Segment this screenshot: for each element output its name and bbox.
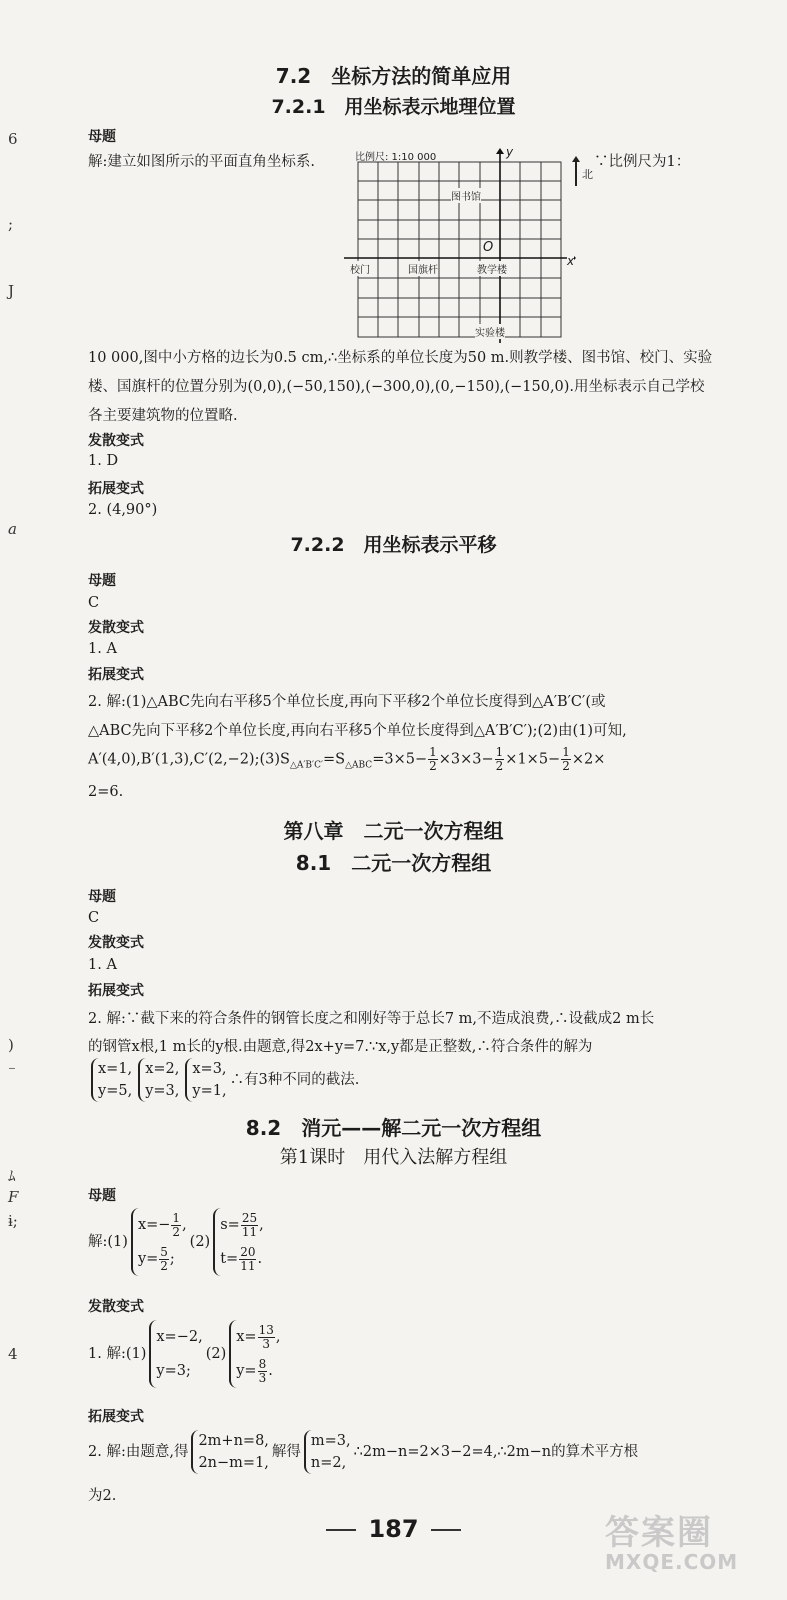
formula-part: =S xyxy=(323,751,346,768)
formula-part: t= xyxy=(220,1251,239,1267)
equation: y=5, xyxy=(98,1083,133,1099)
answer-line xyxy=(88,746,605,773)
fraction-numerator: 20 xyxy=(240,1244,256,1259)
formula-part: y= xyxy=(236,1363,257,1379)
library-label: 图书馆 xyxy=(451,188,481,203)
equation xyxy=(137,1210,187,1239)
fraction-numerator: 8 xyxy=(258,1356,267,1371)
answer-line: 的钢管x根,1 m长的y根.由题意,得2x+y=7.∵x,y都是正整数,∴符合条件的解为 xyxy=(88,1039,593,1055)
formula-part: , xyxy=(259,1217,264,1233)
north-arrow-icon xyxy=(575,160,577,186)
fraction xyxy=(171,1212,181,1239)
formula-part: s= xyxy=(220,1217,240,1233)
fraction xyxy=(428,746,438,773)
question-label: 拓展变式 xyxy=(88,481,144,497)
equation xyxy=(220,1244,263,1273)
page-number-text: 187 xyxy=(368,1515,419,1543)
watermark-url: MXQE.COM xyxy=(605,1550,739,1574)
fraction-numerator: 1 xyxy=(172,1210,181,1225)
fraction xyxy=(495,746,505,773)
fraction xyxy=(561,746,571,773)
formula-part: ∴2m−n=2×3−2=4,∴2m−n的算术平方根 xyxy=(353,1444,639,1460)
equation: x=2, xyxy=(145,1061,180,1077)
answer-line: 2. (4,90°) xyxy=(88,502,158,518)
equation: x=1, xyxy=(98,1061,133,1077)
fraction-numerator: 25 xyxy=(241,1210,258,1225)
answer-line: 1. D xyxy=(88,453,119,469)
question-label: 发散变式 xyxy=(88,620,144,636)
question-label: 拓展变式 xyxy=(88,983,144,999)
equation-system xyxy=(91,1058,132,1102)
grid-svg xyxy=(344,148,576,343)
answer-line: C xyxy=(88,910,100,926)
fraction-denominator: 11 xyxy=(240,1258,256,1273)
coordinate-grid-figure xyxy=(344,148,576,343)
question-label: 母题 xyxy=(88,1188,116,1204)
equation: y=3; xyxy=(156,1363,191,1379)
answer-line: 解:建立如图所示的平面直角坐标系. xyxy=(88,154,315,170)
equation: x=−2, xyxy=(156,1329,203,1345)
equation: y=3, xyxy=(145,1083,180,1099)
formula-part: , xyxy=(182,1217,187,1233)
formula-part: , xyxy=(275,1329,281,1345)
margin-mark: ; xyxy=(8,215,14,233)
question-label: 拓展变式 xyxy=(88,667,144,683)
section-title: 8.2 消元——解二元一次方程组 xyxy=(245,1116,542,1140)
margin-mark: 6 xyxy=(8,130,18,148)
answer-line xyxy=(88,1208,267,1276)
equation-system xyxy=(185,1058,226,1102)
answer-line xyxy=(88,1320,283,1388)
formula-part: 2. 解:由题意,得 xyxy=(88,1444,189,1460)
dash-decoration xyxy=(431,1529,461,1531)
formula-part: x=− xyxy=(137,1217,171,1233)
formula-part: A′(4,0),B′(1,3),C′(2,−2);(3)S xyxy=(88,751,290,768)
fraction-denominator: 2 xyxy=(562,759,570,773)
formula-part: 1. 解:(1) xyxy=(88,1346,147,1362)
formula-part: =3×5− xyxy=(372,751,428,768)
flagpole-label: 国旗杆 xyxy=(408,261,438,276)
fraction-numerator: 5 xyxy=(160,1244,168,1259)
equation xyxy=(137,1244,175,1273)
margin-mark: 4 xyxy=(8,1345,18,1363)
fraction-denominator: 2 xyxy=(172,1224,181,1239)
teaching-building-label: 教学楼 xyxy=(477,261,507,276)
formula-part: (2) xyxy=(205,1346,227,1362)
equation xyxy=(236,1322,281,1351)
subsection-title: 7.2.2 用坐标表示平移 xyxy=(290,534,497,556)
y-axis-label: y xyxy=(506,145,514,159)
equation-system xyxy=(149,1320,202,1388)
formula-part: 解得 xyxy=(271,1444,301,1460)
formula-part: ; xyxy=(169,1251,175,1267)
dash-decoration xyxy=(326,1529,356,1531)
fraction-numerator: 1 xyxy=(429,745,437,759)
answer-line: C xyxy=(88,595,100,611)
question-label: 发散变式 xyxy=(88,935,144,951)
watermark-title: 答案圈 xyxy=(605,1513,713,1553)
formula-part: . xyxy=(257,1251,263,1267)
fraction xyxy=(258,1324,275,1351)
equation: m=3, xyxy=(310,1433,351,1449)
fraction xyxy=(258,1358,268,1385)
margin-mark: ) xyxy=(8,1036,14,1054)
chapter-title: 第八章 二元一次方程组 xyxy=(283,819,504,843)
gate-label: 校门 xyxy=(350,261,370,276)
answer-line: 为2. xyxy=(88,1488,117,1504)
formula-part: . xyxy=(268,1363,273,1379)
section-title: 7.2 坐标方法的简单应用 xyxy=(275,64,512,88)
equation: 2n−m=1, xyxy=(198,1455,269,1471)
equation-system xyxy=(304,1430,351,1474)
fraction-numerator: 1 xyxy=(495,745,504,759)
fraction-denominator: 3 xyxy=(258,1370,267,1385)
answer-line: 2=6. xyxy=(88,784,124,800)
scale-note: 比例尺: 1:10 000 xyxy=(355,152,437,163)
answer-line: △ABC先向下平移2个单位长度,再向右平移5个单位长度得到△A′B′C′);(2)由(1)可知, xyxy=(88,723,627,739)
formula-part: ∴有3种不同的截法. xyxy=(229,1072,360,1088)
answer-line xyxy=(88,1430,638,1474)
lesson-title: 第1课时 用代入法解方程组 xyxy=(279,1147,508,1168)
subsection-title: 7.2.1 用坐标表示地理位置 xyxy=(271,96,516,118)
answer-line: 2. 解:∵截下来的符合条件的钢管长度之和刚好等于总长7 m,不造成浪费,∴设截成2 m长 xyxy=(88,1011,655,1027)
formula-part: ×1×5− xyxy=(505,751,561,768)
fraction-denominator: 2 xyxy=(429,759,437,773)
fraction-denominator: 2 xyxy=(495,759,504,773)
equation: 2m+n=8, xyxy=(198,1433,269,1449)
equation-system xyxy=(229,1320,280,1388)
margin-mark: a xyxy=(8,520,17,538)
x-axis-label: x xyxy=(567,254,575,268)
question-label: 拓展变式 xyxy=(88,1409,144,1425)
equation-system xyxy=(131,1208,187,1276)
formula-subscript: △ABC xyxy=(345,760,373,771)
margin-mark: ﾑ xyxy=(8,1167,16,1185)
fraction-denominator: 2 xyxy=(160,1258,168,1273)
margin-mark: ɨ; xyxy=(8,1212,18,1230)
formula-part: x= xyxy=(236,1329,257,1345)
equation: y=1, xyxy=(192,1083,227,1099)
answer-paragraph: 10 000,图中小方格的边长为0.5 cm,∴坐标系的单位长度为50 m.则教学楼、图书馆、校门、实验楼、国旗杆的位置分别为(0,0),(−50,150),(−300,0),(0,−150),(−150,0).用坐标表示自己学校各主要建筑物的位置略. xyxy=(88,350,713,424)
formula-part: (2) xyxy=(189,1234,211,1250)
fraction-numerator: 13 xyxy=(258,1322,274,1337)
question-label: 母题 xyxy=(88,573,116,589)
origin-label: O xyxy=(483,240,494,255)
fraction-denominator: 11 xyxy=(241,1224,258,1239)
fraction xyxy=(241,1212,258,1239)
answer-line: 1. A xyxy=(88,957,117,973)
answer-line xyxy=(88,1058,359,1102)
fraction xyxy=(239,1246,256,1273)
answer-line: 1. A xyxy=(88,641,117,657)
north-label: 北 xyxy=(582,168,593,181)
equation-system xyxy=(213,1208,263,1276)
question-label: 母题 xyxy=(88,129,116,145)
equation xyxy=(236,1356,273,1385)
section-title: 8.1 二元一次方程组 xyxy=(295,851,492,875)
question-label: 发散变式 xyxy=(88,433,144,449)
equation: n=2, xyxy=(310,1455,347,1471)
site-watermark xyxy=(605,1505,738,1574)
margin-mark: ⁻ xyxy=(8,1062,16,1080)
formula-subscript: △A′B′C′ xyxy=(289,760,324,771)
equation-system xyxy=(191,1430,268,1474)
formula-part: 解:(1) xyxy=(88,1234,128,1250)
lab-building-label: 实验楼 xyxy=(475,324,505,339)
answer-line: 2. 解:(1)△ABC先向右平移5个单位长度,再向下平移2个单位长度得到△A′B′C′(或 xyxy=(88,694,606,710)
equation: x=3, xyxy=(192,1061,227,1077)
fraction-numerator: 1 xyxy=(562,745,570,759)
fraction xyxy=(159,1246,169,1273)
formula-part: ×2× xyxy=(571,751,606,768)
answer-line: ∵比例尺为1： xyxy=(594,154,691,170)
question-label: 母题 xyxy=(88,889,116,905)
margin-mark: F xyxy=(8,1188,19,1206)
equation xyxy=(220,1210,264,1239)
equation-system xyxy=(138,1058,179,1102)
margin-mark: Ϳ xyxy=(8,282,15,300)
fraction-denominator: 3 xyxy=(262,1336,271,1351)
formula-part: ×3×3− xyxy=(438,751,494,768)
formula-part: y= xyxy=(137,1251,159,1267)
question-label: 发散变式 xyxy=(88,1299,144,1315)
